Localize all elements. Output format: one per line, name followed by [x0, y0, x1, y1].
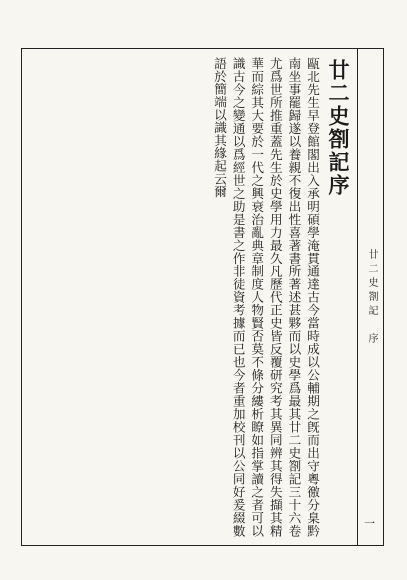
right-margin-column	[357, 49, 383, 545]
page-number: 一	[364, 517, 375, 530]
margin-label: 廿二史劄記 序	[366, 249, 377, 347]
body-paragraph: 甌北先生早登館閣出入承明碩學淹貫通達古今當時成以公輔期之旣而出守粵徼分臬黔南坐事罷歸遂以養親不復出性喜著書所著述甚夥而以史學爲最其廿二史劄記三十六卷尤爲世所推重蓋先生於史學用力最久凡歷代正史皆反覆研究考其異同辨其得失擷其精華而綜其大要於一代之興衰治亂典章制度人物賢否莫不條分縷析瞭如指掌讀之者可以識古今之變通以爲經世之助是書之作非徒資考據而已也今者重加校刊以公同好爰綴數語於簡端以識其緣起云爾	[212, 57, 320, 537]
page-frame	[21, 48, 384, 546]
document-title: 廿二史劄記序	[326, 59, 351, 197]
body-text	[51, 57, 321, 537]
